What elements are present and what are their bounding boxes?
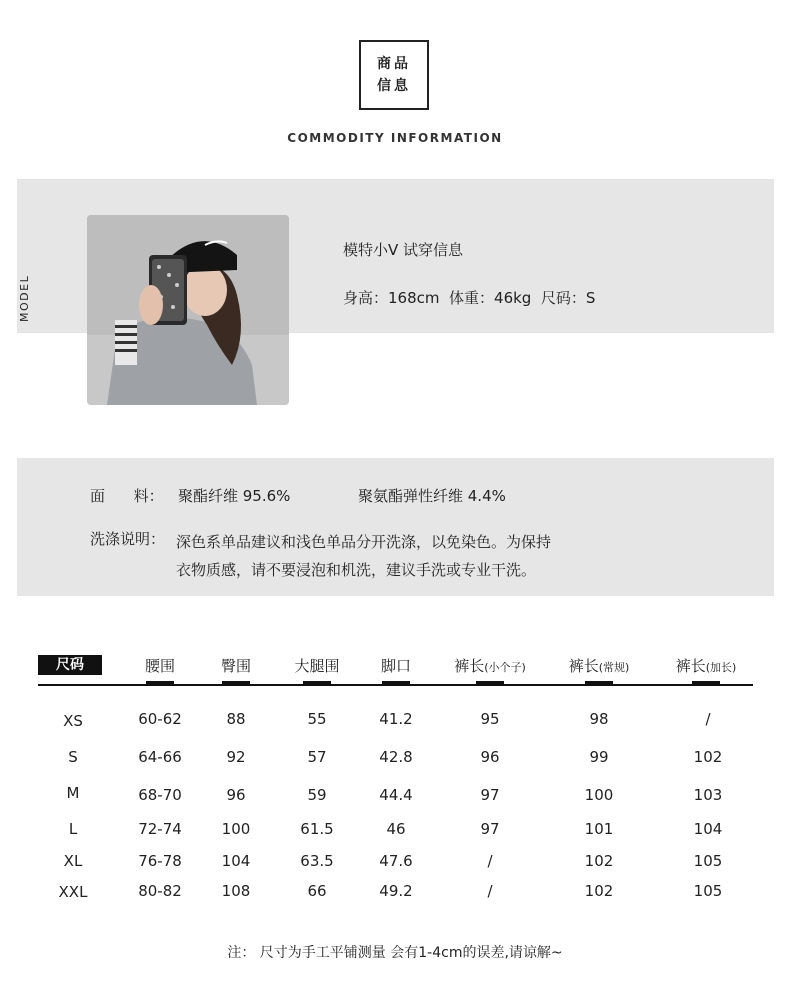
wash-label: 洗涤说明： xyxy=(90,530,166,548)
cell-length-long: / xyxy=(705,710,711,728)
cell-length-regular: 99 xyxy=(589,748,609,766)
cell-waist: 68-70 xyxy=(138,786,182,804)
model-vertical-label: MODEL xyxy=(18,274,31,322)
rule-tick xyxy=(382,681,410,685)
cell-length-regular: 100 xyxy=(584,786,614,804)
measurement-note: 注： 尺寸为手工平铺测量 会有1-4cm的误差,请谅解~ xyxy=(227,945,563,961)
col-header-thigh-label: 大腿围 xyxy=(294,657,340,675)
col-header-length-long xyxy=(660,655,752,676)
cell-size: XXL xyxy=(58,883,88,901)
cell-size: XL xyxy=(63,852,83,870)
rule-tick xyxy=(146,681,174,685)
cell-size: L xyxy=(68,820,78,838)
col-header-hip xyxy=(196,655,276,676)
rule-tick xyxy=(222,681,250,685)
col-header-waist xyxy=(120,655,200,676)
cell-length-long: 105 xyxy=(693,852,723,870)
cell-length-petite: 95 xyxy=(480,710,500,728)
cell-thigh: 55 xyxy=(307,710,327,728)
model-measurements: 身高：168cm 体重：46kg 尺码：S xyxy=(343,289,596,307)
title-line-1: 商品 xyxy=(377,56,411,72)
cell-hip: 92 xyxy=(226,748,246,766)
wash-instructions xyxy=(176,528,551,584)
cell-length-long: 103 xyxy=(693,786,723,804)
col-header-length-regular-label: 裤长 xyxy=(568,657,599,675)
cell-thigh: 63.5 xyxy=(300,852,334,870)
section-subtitle: COMMODITY INFORMATION xyxy=(287,131,503,145)
col-header-hip-label: 臀围 xyxy=(220,657,251,675)
cell-waist: 72-74 xyxy=(138,820,182,838)
cell-hem: 44.4 xyxy=(379,786,413,804)
col-header-length-long-note: (加长) xyxy=(705,661,737,674)
cell-hip: 100 xyxy=(221,820,251,838)
section-title-box xyxy=(359,40,429,110)
title-line-2: 信息 xyxy=(377,78,411,94)
cell-waist: 76-78 xyxy=(138,852,182,870)
fabric-value-2: 聚氨酯弹性纤维 4.4% xyxy=(358,487,506,505)
model-title: 模特小V 试穿信息 xyxy=(343,241,464,259)
col-header-thigh xyxy=(275,655,359,676)
cell-size: XS xyxy=(63,712,83,730)
col-header-length-petite xyxy=(440,655,540,676)
cell-length-petite: / xyxy=(487,882,493,900)
wash-line-2: 衣物质感，请不要浸泡和机洗，建议手洗或专业干洗。 xyxy=(176,561,537,579)
model-photo xyxy=(87,215,289,405)
cell-length-petite: 97 xyxy=(480,820,500,838)
cell-hem: 41.2 xyxy=(379,710,413,728)
cell-length-regular: 101 xyxy=(584,820,614,838)
model-photo-illustration xyxy=(87,215,289,405)
cell-hem: 42.8 xyxy=(379,748,413,766)
cell-length-long: 105 xyxy=(693,882,723,900)
cell-hip: 108 xyxy=(221,882,251,900)
rule-tick xyxy=(303,681,331,685)
cell-length-petite: 96 xyxy=(480,748,500,766)
cell-thigh: 61.5 xyxy=(300,820,334,838)
col-header-length-petite-note: (小个子) xyxy=(484,661,526,674)
cell-length-regular: 102 xyxy=(584,882,614,900)
cell-hem: 46 xyxy=(386,820,406,838)
wash-line-1: 深色系单品建议和浅色单品分开洗涤，以免染色。为保持 xyxy=(176,533,552,551)
cell-length-petite: / xyxy=(487,852,493,870)
rule-tick xyxy=(585,681,613,685)
cell-thigh: 66 xyxy=(307,882,327,900)
cell-hem: 49.2 xyxy=(379,882,413,900)
cell-hem: 47.6 xyxy=(379,852,413,870)
cell-length-regular: 102 xyxy=(584,852,614,870)
rule-tick xyxy=(692,681,720,685)
col-header-length-long-label: 裤长 xyxy=(675,657,706,675)
cell-waist: 64-66 xyxy=(138,748,182,766)
col-header-length-petite-label: 裤长 xyxy=(454,657,485,675)
fabric-label: 面 料： xyxy=(90,487,164,505)
cell-waist: 80-82 xyxy=(138,882,182,900)
cell-size: M xyxy=(66,784,80,802)
cell-length-long: 102 xyxy=(693,748,723,766)
cell-hip: 96 xyxy=(226,786,246,804)
rule-tick xyxy=(476,681,504,685)
col-header-hem-label: 脚口 xyxy=(380,657,411,675)
cell-thigh: 59 xyxy=(307,786,327,804)
cell-length-petite: 97 xyxy=(480,786,500,804)
fabric-value-1: 聚酯纤维 95.6% xyxy=(178,487,291,505)
cell-size: S xyxy=(68,748,78,766)
col-header-waist-label: 腰围 xyxy=(144,657,175,675)
cell-waist: 60-62 xyxy=(138,710,182,728)
cell-hip: 104 xyxy=(221,852,251,870)
col-header-length-regular xyxy=(553,655,645,676)
cell-hip: 88 xyxy=(226,710,246,728)
col-header-length-regular-note: (常规) xyxy=(598,661,630,674)
size-header-label: 尺码 xyxy=(38,655,102,675)
cell-thigh: 57 xyxy=(307,748,327,766)
col-header-hem xyxy=(356,655,436,676)
cell-length-long: 104 xyxy=(693,820,723,838)
cell-length-regular: 98 xyxy=(589,710,609,728)
